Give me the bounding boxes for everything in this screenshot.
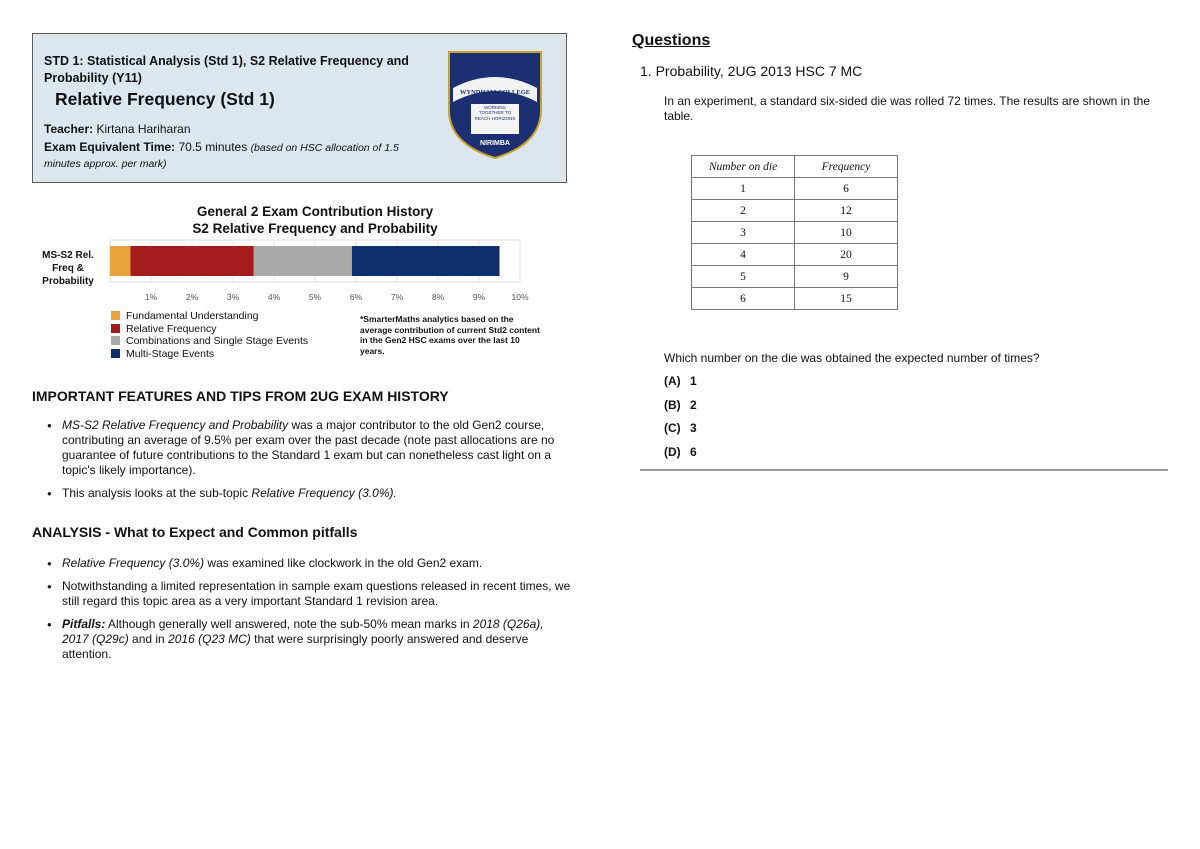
features-list	[32, 418, 572, 509]
table-cell: 9	[795, 266, 898, 288]
x-tick-label: 6%	[349, 292, 363, 302]
x-tick-label: 10%	[511, 292, 529, 302]
answer-option	[664, 374, 697, 388]
teacher-label: Teacher:	[44, 122, 94, 136]
course-line: STD 1: Statistical Analysis (Std 1), S2 Relative Frequency and Probability (Y11)	[44, 54, 409, 85]
table-header-cell: Number on die	[692, 156, 795, 178]
table-cell: 4	[692, 244, 795, 266]
table-cell: 6	[795, 178, 898, 200]
legend-entry	[111, 323, 216, 336]
features-heading: IMPORTANT FEATURES AND TIPS FROM 2UG EXAM HISTORY	[32, 388, 449, 404]
emphasis: MS-S2 Relative Frequency and Probability	[62, 418, 289, 432]
legend-swatch	[111, 349, 120, 358]
legend-label: Multi-Stage Events	[126, 347, 215, 360]
option-value: 3	[690, 421, 697, 435]
answer-option	[664, 398, 697, 412]
list-item	[32, 418, 572, 478]
divider	[640, 469, 1168, 471]
emphasis: 2018 (Q26a), 2017 (Q29c)	[62, 617, 544, 646]
exam-time-line	[44, 140, 434, 172]
list-item	[32, 617, 572, 662]
x-tick-label: 7%	[390, 292, 404, 302]
option-label: (C)	[664, 421, 681, 435]
x-tick-label: 2%	[185, 292, 199, 302]
chart-y-label: MS-S2 Rel. Freq & Probability	[42, 250, 94, 287]
table-cell: 5	[692, 266, 795, 288]
exam-time-value: 70.5 minutes	[178, 140, 248, 154]
option-label: (A)	[664, 374, 681, 388]
legend-swatch	[111, 336, 120, 345]
question-prompt: Which number on the die was obtained the expected number of times?	[664, 351, 1040, 365]
option-value: 2	[690, 397, 697, 412]
x-tick-label: 9%	[472, 292, 486, 302]
pitfalls-label: Pitfalls:	[62, 617, 106, 631]
legend-entry	[111, 348, 214, 361]
legend-swatch	[111, 311, 120, 320]
analysis-list	[32, 556, 572, 670]
bullet-text: Notwithstanding a limited representation in sample exam questions released in recent times, we still regard this topic area as a very important Standard 1 revision area.	[62, 579, 571, 608]
list-item	[32, 579, 572, 609]
analysis-heading: ANALYSIS - What to Expect and Common pitfalls	[32, 524, 358, 540]
emphasis: Relative Frequency (3.0%).	[251, 486, 397, 500]
questions-heading: Questions	[632, 32, 711, 49]
table-cell: 2	[692, 200, 795, 222]
answer-option	[664, 421, 697, 435]
table-header-row	[692, 156, 898, 178]
chart-title: General 2 Exam Contribution History	[196, 204, 434, 219]
table-row	[692, 244, 898, 266]
option-value: 1	[690, 374, 697, 388]
table-cell: 3	[692, 222, 795, 244]
crest-bottom-text: NIRIMBA	[480, 140, 510, 147]
x-tick-label: 1%	[144, 292, 158, 302]
exam-time-note: (based on HSC allocation of 1.5 minutes approx. per mark)	[44, 142, 399, 170]
bullet-text: was examined like clockwork in the old Gen2 exam.	[204, 556, 483, 570]
legend-entry	[111, 310, 259, 323]
bullet-text: that were surprisingly poorly answered and deserve attention.	[62, 632, 529, 661]
table-row	[692, 178, 898, 200]
emphasis: Relative Frequency (3.0%)	[62, 556, 205, 570]
teacher-name: Kirtana Hariharan	[96, 122, 191, 136]
bullet-text: Although generally well answered, note the sub-50% mean marks in	[105, 617, 473, 631]
x-tick-label: 8%	[431, 292, 445, 302]
option-value: 6	[690, 444, 697, 459]
legend-label: Relative Frequency	[126, 322, 217, 335]
option-label: (B)	[664, 397, 681, 412]
contribution-bar-chart	[100, 238, 540, 308]
x-tick-label: 5%	[308, 292, 322, 302]
table-row	[692, 266, 898, 288]
legend-entry	[111, 335, 308, 348]
table-cell: 20	[795, 244, 898, 266]
legend-label: Combinations and Single Stage Events	[126, 335, 309, 347]
x-tick-label: 3%	[226, 292, 240, 302]
chart-note: *SmarterMaths analytics based on the average contribution of current Std2 content in the Gen2 HSC exams over the last 10 years.	[360, 314, 540, 356]
bar-segment	[131, 246, 254, 276]
page-title: Relative Frequency (Std 1)	[55, 89, 275, 109]
emphasis: 2016 (Q23 MC)	[168, 632, 251, 646]
answer-option	[664, 445, 697, 459]
option-label: (D)	[664, 444, 681, 459]
x-tick-label: 4%	[267, 292, 281, 302]
list-item	[32, 486, 572, 501]
college-crest-logo	[445, 48, 545, 160]
frequency-table	[691, 155, 898, 310]
table-row	[692, 200, 898, 222]
bullet-text: was a major contributor to the old Gen2 course, contributing an average of 9.5% per exam over the past decade (note past allocations are no guarantee of future contributions to the Standard 1 exam but can nonetheless cast light on a topic's likely importance).	[62, 418, 555, 477]
table-row	[692, 222, 898, 244]
crest-scroll-text: WORKING TOGETHER TO REACH HORIZONS	[474, 105, 516, 121]
bar-segment	[254, 246, 352, 276]
table-cell: 15	[795, 288, 898, 310]
teacher-line	[44, 122, 191, 136]
bullet-text: and in	[128, 632, 169, 646]
crest-top-text: WYNDHAM COLLEGE	[459, 89, 531, 96]
table-cell: 1	[692, 178, 795, 200]
table-cell: 6	[692, 288, 795, 310]
bar-segment	[110, 246, 131, 276]
list-item	[32, 556, 572, 571]
table-cell: 12	[795, 200, 898, 222]
chart-subtitle: S2 Relative Frequency and Probability	[192, 221, 438, 236]
bullet-text: This analysis looks at the sub-topic	[62, 486, 252, 500]
question-title: 1. Probability, 2UG 2013 HSC 7 MC	[640, 63, 863, 79]
legend-swatch	[111, 324, 120, 333]
bar-segment	[352, 246, 500, 276]
table-header-cell: Frequency	[795, 156, 898, 178]
header-box	[32, 33, 567, 183]
legend-label: Fundamental Understanding	[126, 310, 259, 322]
table-cell: 10	[795, 222, 898, 244]
table-row	[692, 288, 898, 310]
exam-time-label: Exam Equivalent Time:	[44, 140, 176, 154]
question-text: In an experiment, a standard six-sided die was rolled 72 times. The results are shown in the table.	[664, 94, 1151, 123]
